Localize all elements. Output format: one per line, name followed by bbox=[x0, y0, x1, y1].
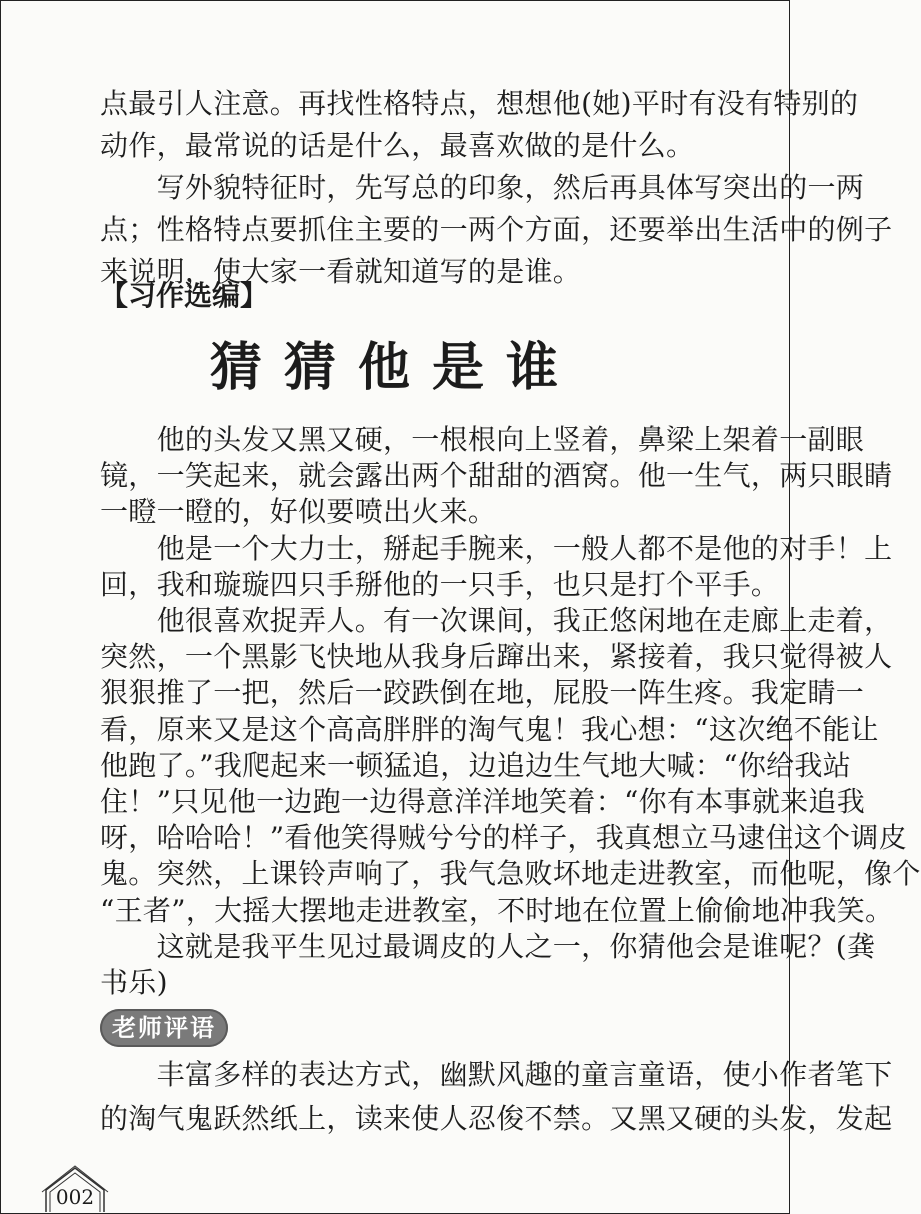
essay-line: 他是一个大力士，掰起手腕来，一般人都不是他的对手！上 bbox=[100, 531, 893, 565]
intro-line: 来说明，使大家一看就知道写的是谁。 bbox=[100, 255, 582, 288]
essay-line: 突然，一个黑影飞快地从我身后蹿出来，紧接着，我只觉得被人 bbox=[100, 640, 893, 674]
essay-line: 鬼。突然，上课铃声响了，我气急败坏地走进教室，而他呢，像个 bbox=[100, 857, 921, 891]
essay-line: 镜，一笑起来，就会露出两个甜甜的酒窝。他一生气，两只眼睛 bbox=[100, 459, 893, 493]
section-label: 【习作选编】 bbox=[100, 279, 269, 312]
intro-line: 写外貌特征时，先写总的印象，然后再具体写突出的一两 bbox=[100, 171, 865, 204]
page-number: 002 bbox=[55, 1185, 95, 1209]
essay-line: 一瞪一瞪的，好似要喷出火来。 bbox=[100, 495, 497, 529]
essay-line: 他跑了。”我爬起来一顿猛追，边追边生气地大喊：“你给我站 bbox=[100, 748, 852, 782]
essay-title: 猜猜他是谁 bbox=[209, 338, 580, 398]
essay-line: 住！”只见他一边跑一边得意洋洋地笑着：“你有本事就来追我 bbox=[100, 785, 866, 818]
essay-line: 书乐) bbox=[100, 966, 168, 999]
comment-line: 丰富多样的表达方式，幽默风趣的童言童语，使小作者笔下 bbox=[100, 1058, 893, 1092]
essay-line: 这就是我平生见过最调皮的人之一，你猜他会是谁呢？(龚 bbox=[100, 929, 876, 963]
intro-line: 动作，最常说的话是什么，最喜欢做的是什么。 bbox=[100, 129, 695, 162]
essay-line: 回，我和璇璇四只手掰他的一只手，也只是打个平手。 bbox=[100, 567, 780, 601]
teacher-comment-badge: 老师评语 bbox=[100, 1009, 228, 1047]
essay-line: 他很喜欢捉弄人。有一次课间，我正悠闲地在走廊上走着， bbox=[100, 604, 893, 637]
intro-line: 点；性格特点要抓住主要的一两个方面，还要举出生活中的例子 bbox=[100, 213, 893, 246]
essay-line: 他的头发又黑又硬，一根根向上竖着，鼻梁上架着一副眼 bbox=[100, 423, 865, 456]
intro-line: 点最引人注意。再找性格特点，想想他(她)平时有没有特别的 bbox=[100, 87, 859, 120]
comment-line: 的淘气鬼跃然纸上，读来使人忍俊不禁。又黑又硬的头发，发起 bbox=[100, 1102, 893, 1136]
essay-line: 看，原来又是这个高高胖胖的淘气鬼！我心想：“这次绝不能让 bbox=[100, 712, 879, 746]
essay-line: 狠狠推了一把，然后一跤跌倒在地，屁股一阵生疼。我定睛一 bbox=[100, 676, 865, 710]
page-number-ornament bbox=[40, 1164, 110, 1214]
essay-line: 呀，哈哈哈！”看他笑得贼兮兮的样子，我真想立马逮住这个调皮 bbox=[100, 821, 908, 855]
essay-line: “王者”，大摇大摆地走进教室，不时地在位置上偷偷地冲我笑。 bbox=[100, 893, 894, 927]
